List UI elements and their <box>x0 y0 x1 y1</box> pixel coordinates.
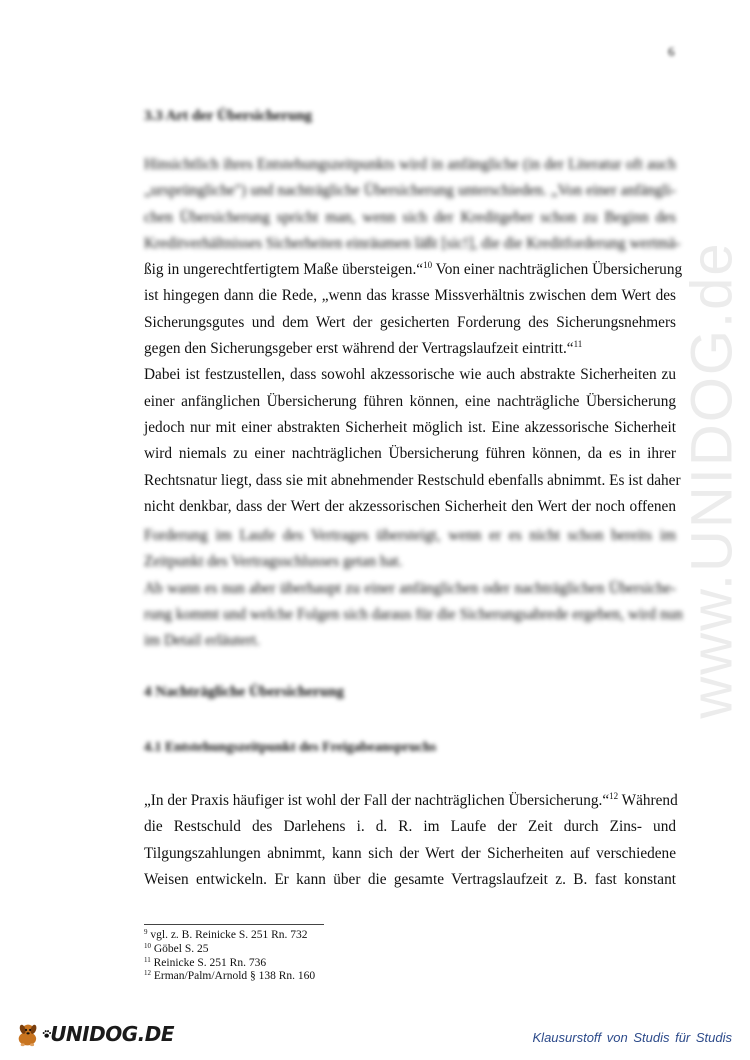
footnote-ref: 12 <box>609 791 619 801</box>
footnote <box>144 943 315 957</box>
text-line: Dabei ist festzustellen, dass sowohl akzessorische wie auch abstrakte Sicherheiten zu <box>144 366 676 384</box>
section-heading-4: 4 Nachträgliche Übersicherung <box>144 684 344 700</box>
text-line: im Detail erläutert. <box>144 632 260 650</box>
text-line <box>144 788 676 814</box>
text-line: Weisen entwickeln. Er kann über die gesamte Vertragslaufzeit z. B. fast konstant <box>144 870 676 888</box>
text-line: Kreditverhältnisses Sicherheiten einräumen läßt [sic!], die die Kreditforderung wertmä- <box>144 234 681 252</box>
text-line: einer anfänglichen Übersicherung führen können, eine nachträgliche Übersicherung <box>144 392 676 410</box>
text-line: rung kommt und welche Folgen sich daraus für die Sicherungsabrede ergeben, wird nun <box>144 605 683 623</box>
footnote <box>144 970 315 984</box>
text-line: ist hingegen dann die Rede, „wenn das krasse Missverhältnis zwischen dem Wert des <box>144 287 676 305</box>
text-line: chen Übersicherung spricht man, wenn sich der Kreditgeber schon zu Beginn des <box>144 208 676 226</box>
section-heading-3-3: 3.3 Art der Übersicherung <box>144 108 313 124</box>
text-line <box>144 257 683 283</box>
text-line <box>144 336 676 362</box>
paragraph-blurred-continuation <box>144 523 683 654</box>
text-line: Forderung im Laufe des Vertrages übersteigt, wenn er es nicht schon bereits im <box>144 527 676 544</box>
footnote-number: 9 <box>144 928 148 936</box>
text-line: „ursprüngliche") und nachträgliche Übersicherung unterschieden. „Von einer anfängli- <box>144 182 676 200</box>
text-line: Tilgungszahlungen abnimmt, kann sich der Wert der Sicherheiten auf verschiedene <box>144 844 676 862</box>
text-line: jedoch nur mit einer abstrakten Sicherheit möglich ist. Eine akzessorische Sicherheit <box>144 418 676 436</box>
footnote-number: 11 <box>144 955 151 964</box>
text-line: Rechtsnatur liegt, dass sie mit abnehmender Restschuld ebenfalls abnimmt. Es ist daher <box>144 471 681 489</box>
footnote-text: Erman/Palm/Arnold § 138 Rn. 160 <box>151 970 316 983</box>
text-run: „In der Praxis häufiger ist wohl der Fall der nachträglichen Übersicherung.“ <box>144 792 610 809</box>
text-run: Von einer nachträglichen Übersicherung <box>432 261 683 279</box>
text-line: die Restschuld des Darlehens i. d. R. im Laufe der Zeit durch Zins- und <box>144 818 676 836</box>
footnote-number: 12 <box>144 969 151 978</box>
text-line: Hinsichtlich ihres Entstehungszeitpunkts wird in anfängliche (in der Literatur oft auch <box>144 156 676 173</box>
footnotes <box>144 929 315 984</box>
footnote-number: 10 <box>144 941 151 950</box>
footnote <box>144 929 315 943</box>
text-run: Während <box>618 792 678 809</box>
page-number: 6 <box>668 44 675 59</box>
text-line: Zeitpunkt des Vertragsschlusses getan hat. <box>144 553 403 571</box>
text-line: wird niemals zu einer nachträglichen Übersicherung führen können, da es in ihrer <box>144 445 676 463</box>
text-run: gegen den Sicherungsgeber erst während der Vertragslaufzeit eintritt.“ <box>144 340 574 358</box>
footnote-ref: 10 <box>423 260 433 271</box>
footnote-divider <box>144 924 324 925</box>
text-line: nicht denkbar, dass der Wert der akzessorischen Sicherheit den Wert der noch offenen <box>144 497 676 515</box>
footnote-ref: 11 <box>573 339 583 350</box>
dog-mascot-icon <box>14 1015 41 1053</box>
unidog-logo[interactable] <box>14 1014 174 1054</box>
text-run: ßig in ungerechtfertigtem Maße übersteigen.“ <box>144 261 424 279</box>
footnote-text: Göbel S. 25 <box>151 942 209 955</box>
section-heading-4-1: 4.1 Entstehungszeitpunkt des Freigabeanspruchs <box>144 740 437 755</box>
tagline: Klausurstoff von Studis für Studis <box>532 1030 732 1045</box>
paragraph-nachtraegliche <box>144 788 676 893</box>
footnote-text: Reinicke S. 251 Rn. 736 <box>150 956 267 969</box>
watermark: www.UNIDOG.de <box>679 241 745 719</box>
footnote-text: vgl. z. B. Reinicke S. 251 Rn. 732 <box>147 929 308 941</box>
text-line: Sicherungsgutes und dem Wert der gesicherten Forderung des Sicherungsnehmers <box>144 313 676 331</box>
paragraph-art-der-uebersicherung <box>144 152 683 520</box>
text-line: Ab wann es nun aber überhaupt zu einer anfänglichen oder nachträglichen Übersiche- <box>144 579 676 597</box>
footnote <box>144 957 315 971</box>
logo-text: UNIDOG.DE <box>50 1022 174 1046</box>
